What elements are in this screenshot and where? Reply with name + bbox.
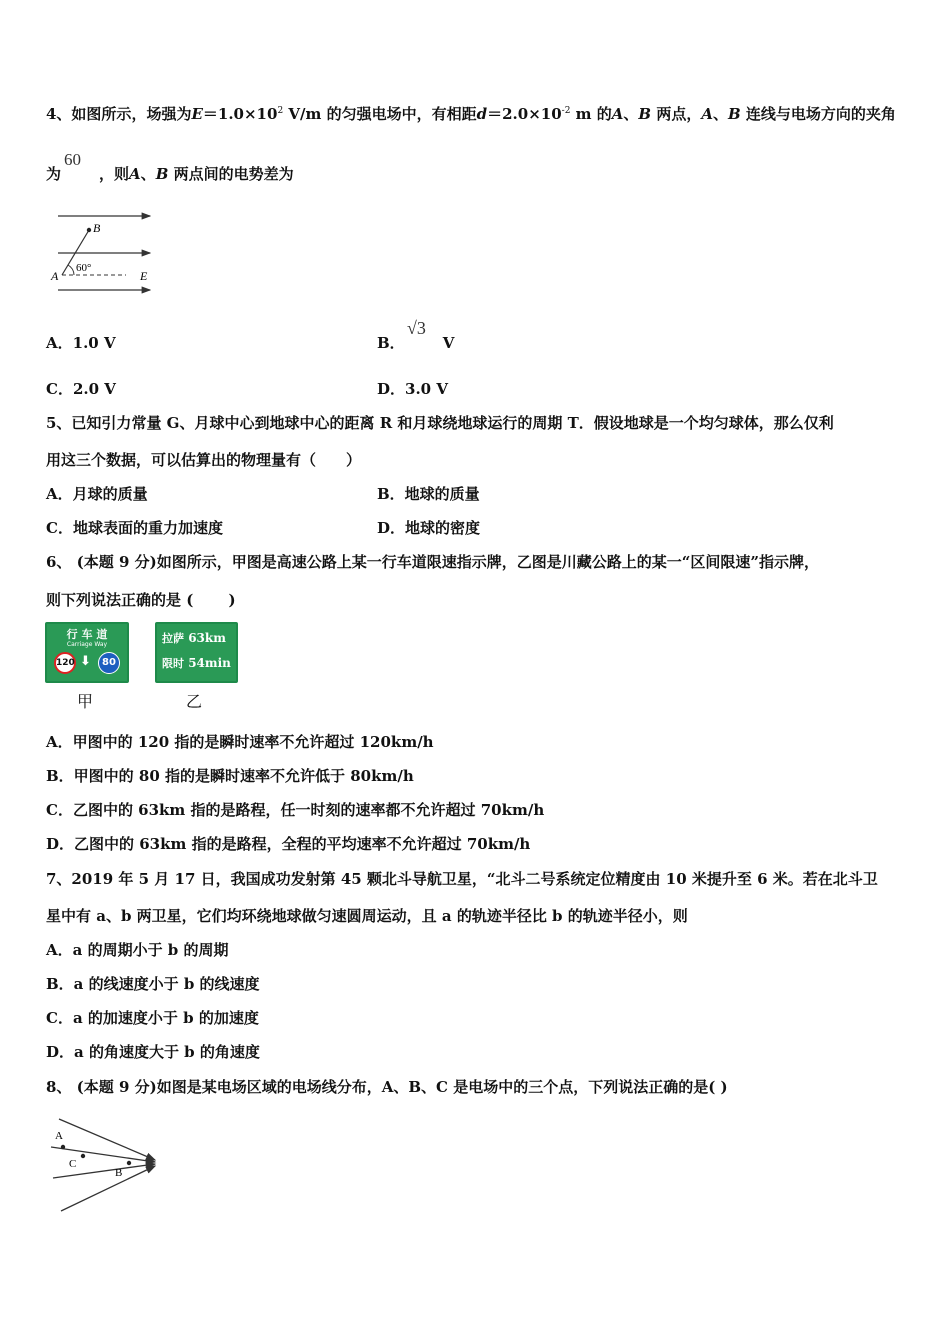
- field-line-upper: [51, 1147, 155, 1162]
- angle-arc: [68, 265, 74, 275]
- point-C: [81, 1154, 85, 1158]
- q7-option-a[interactable]: A．a 的周期小于 b 的周期: [46, 941, 229, 959]
- label-B: B: [93, 221, 101, 235]
- q5-stem-line2: 用这三个数据，可以估算出的物理量有（ ）: [46, 451, 362, 469]
- max-speed-badge: 120: [54, 652, 76, 674]
- q4-option-b[interactable]: B． V: [377, 334, 455, 352]
- q5-option-d[interactable]: D．地球的密度: [377, 519, 481, 537]
- q6-stem-line1: 6、 (本题 9 分)如图所示，甲图是高速公路上某一行车道限速指示牌，乙图是川藏公路上的某一“区间限速”指示牌，: [46, 553, 819, 571]
- q7-option-d[interactable]: D．a 的角速度大于 b 的角速度: [46, 1043, 260, 1061]
- q4-option-a[interactable]: A．1.0 V: [46, 334, 116, 352]
- q6-option-b[interactable]: B．甲图中的 80 指的是瞬时速率不允许低于 80km/h: [46, 767, 414, 785]
- q5-option-c[interactable]: C．地球表面的重力加速度: [46, 519, 223, 537]
- q6-option-a[interactable]: A．甲图中的 120 指的是瞬时速率不允许超过 120km/h: [46, 733, 434, 751]
- sign-yi-caption: 乙: [186, 692, 203, 711]
- lane-speed-sign: [45, 622, 129, 683]
- q8-field-lines-figure: [45, 1115, 165, 1215]
- label-angle: 60°: [76, 262, 92, 274]
- q7-stem-line1: 7、2019 年 5 月 17 日，我国成功发射第 45 颗北斗导航卫星，“北斗二号系统定位精度由 10 米提升至 6 米。若在北斗卫: [46, 870, 878, 888]
- q6-option-d[interactable]: D．乙图中的 63km 指的是路程，全程的平均速率不允许超过 70km/h: [46, 835, 531, 853]
- label-B: B: [115, 1167, 123, 1179]
- angle-60-image: 60: [64, 150, 81, 169]
- q7-option-c[interactable]: C．a 的加速度小于 b 的加速度: [46, 1009, 259, 1027]
- sign-title: 行 车 道: [66, 628, 108, 641]
- interval-speed-sign: [155, 622, 238, 683]
- point-B: [127, 1161, 131, 1165]
- q5-option-a[interactable]: A．月球的质量: [46, 485, 148, 503]
- sign-row-time: 限时 54min: [162, 656, 231, 670]
- q5-option-b[interactable]: B．地球的质量: [377, 485, 480, 503]
- q5-stem-line1: 5、已知引力常量 G、月球中心到地球中心的距离 R 和月球绕地球运行的周期 T．假设地球是一个均匀球体，那么仅利: [46, 414, 834, 432]
- q4-option-d[interactable]: D．3.0 V: [377, 380, 448, 398]
- q4-field-figure: [50, 205, 160, 300]
- field-line-top: [59, 1119, 155, 1160]
- q6-stem-line2: 则下列说法正确的是 ( ): [46, 591, 236, 609]
- q8-stem-line1: 8、 (本题 9 分)如图是某电场区域的电场线分布，A、B、C 是电场中的三个点，下列说法正确的是( ): [46, 1078, 728, 1096]
- label-A: A: [51, 269, 59, 283]
- q4-option-c[interactable]: C．2.0 V: [46, 380, 116, 398]
- field-line-bottom: [61, 1166, 155, 1211]
- sign-row-distance: 拉萨 63km: [162, 631, 226, 645]
- min-speed-badge: 80: [98, 652, 120, 674]
- sign-subtitle: Carriage Way: [66, 641, 108, 648]
- sign-jia-caption: 甲: [77, 692, 94, 711]
- q7-stem-line2: 星中有 a、b 两卫星，它们均环绕地球做匀速圆周运动，且 a 的轨迹半径比 b 的轨迹半径小，则: [46, 907, 688, 925]
- label-A: A: [55, 1130, 63, 1142]
- label-C: C: [69, 1158, 77, 1170]
- point-A: [61, 1145, 65, 1149]
- label-E: E: [140, 269, 148, 283]
- q7-option-b[interactable]: B．a 的线速度小于 b 的线速度: [46, 975, 260, 993]
- q4-stem-line2: 为 ，则A、B 两点间的电势差为: [46, 165, 294, 183]
- q6-option-c[interactable]: C．乙图中的 63km 指的是路程，任一时刻的速率都不允许超过 70km/h: [46, 801, 545, 819]
- sqrt3-image: √3: [407, 318, 426, 338]
- arrow-down-icon: ⬇: [80, 654, 91, 669]
- point-B: [87, 228, 91, 232]
- q4-stem-line1: 4、如图所示，场强为$E=1.0\times 10^2$ V/m 的匀强电场中，有相距$d=2.0\times 10^{-2}$ m 的A、B 两点，A、B 连线与电场方向的夹角: [46, 105, 896, 123]
